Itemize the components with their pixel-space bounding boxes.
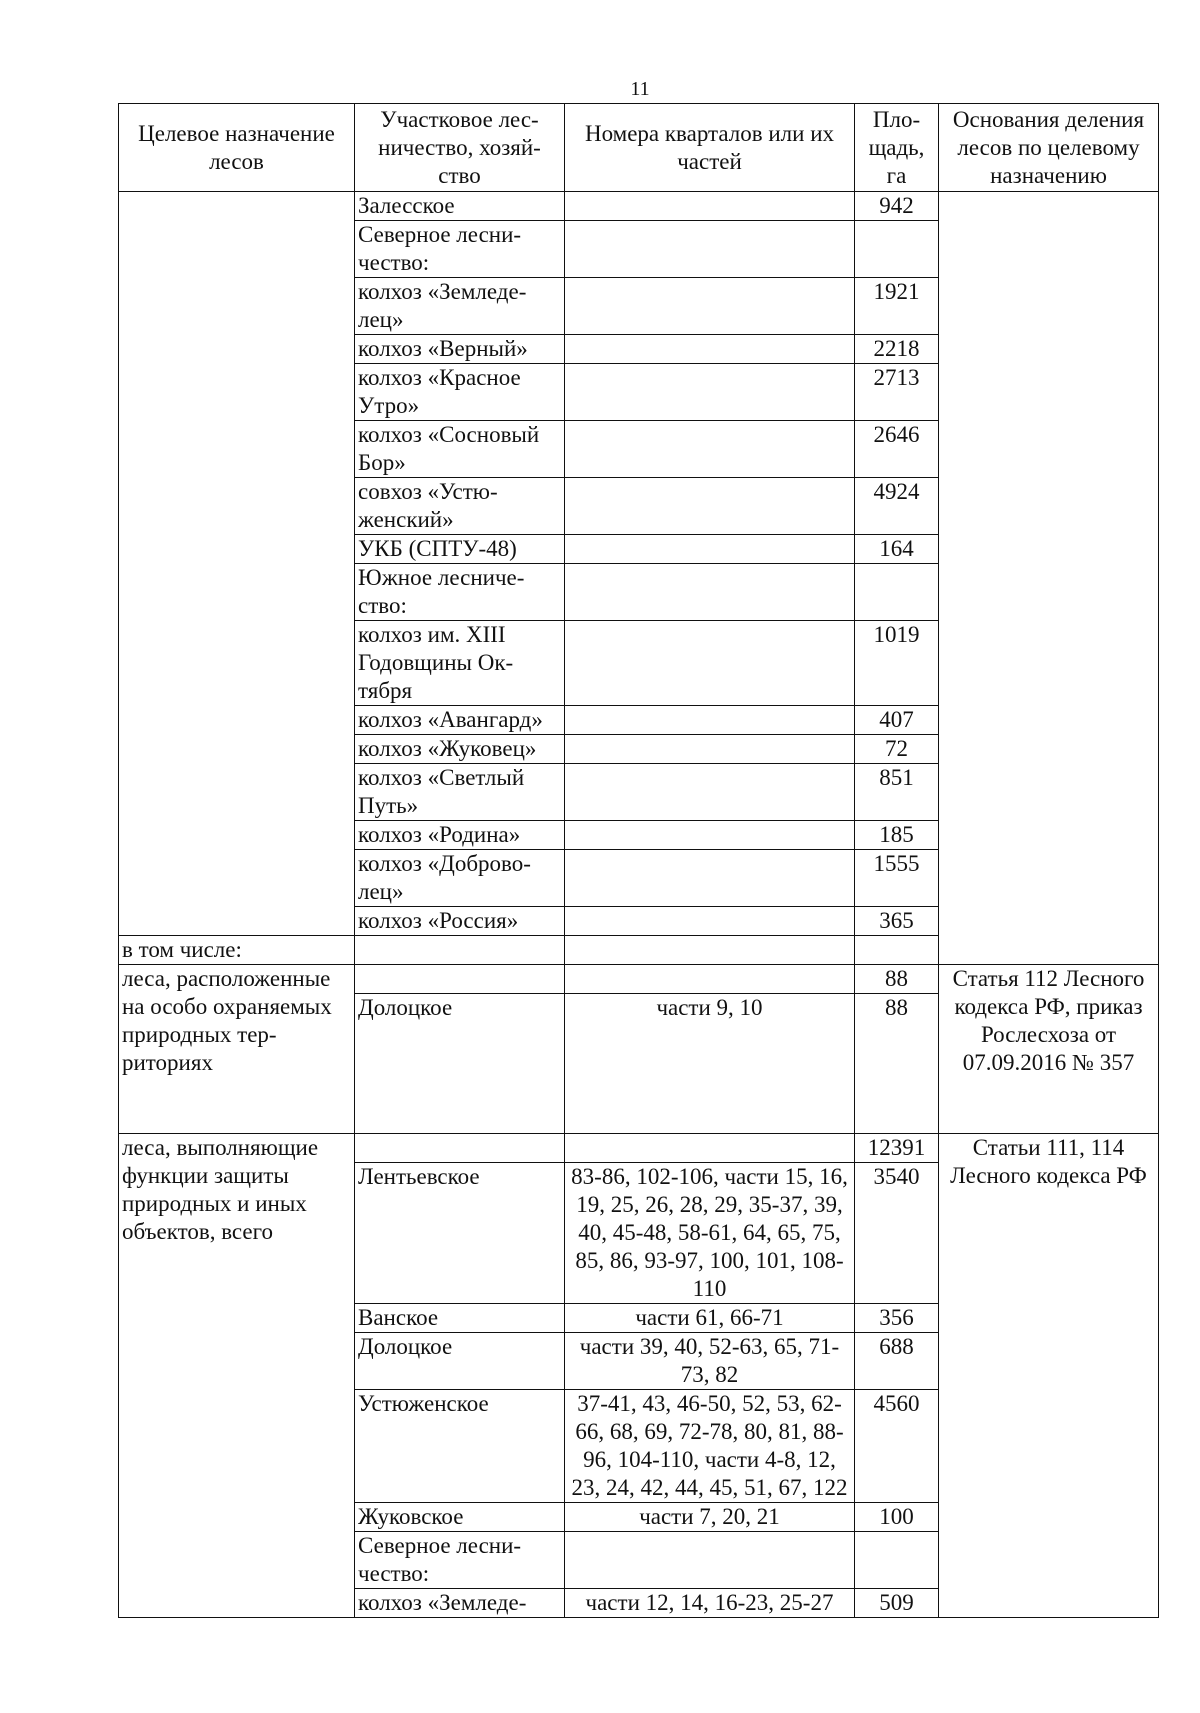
quarters-cell (565, 621, 855, 706)
forestry-cell: колхоз «Жуковец» (355, 735, 565, 764)
forestry-cell (355, 1134, 565, 1163)
forestry-cell: Залесское (355, 192, 565, 221)
forestry-cell: колхоз им. XIII Годовщины Ок-тября (355, 621, 565, 706)
forestry-cell: колхоз «Верный» (355, 335, 565, 364)
area-cell: 2646 (855, 421, 939, 478)
basis-protective-functions: Статьи 111, 114 Лесного кодекса РФ (939, 1134, 1159, 1618)
quarters-cell (565, 364, 855, 421)
quarters-cell (565, 936, 855, 965)
forestry-cell: колхоз «Доброво-лец» (355, 850, 565, 907)
forestry-cell: УКБ (СПТУ-48) (355, 535, 565, 564)
forestry-cell: колхоз «Земледе-лец» (355, 278, 565, 335)
quarters-cell: части 7, 20, 21 (565, 1503, 855, 1532)
area-cell: 72 (855, 735, 939, 764)
purpose-protective-functions: леса, выполняющие функции защиты природных и иных объектов, всего (119, 1134, 355, 1618)
area-cell: 942 (855, 192, 939, 221)
table-row (119, 1134, 1159, 1163)
forestry-cell: колхоз «Авангард» (355, 706, 565, 735)
header-quarters: Номера кварталов или их частей (565, 104, 855, 192)
area-cell: 100 (855, 1503, 939, 1532)
forestry-cell: колхоз «Сосновый Бор» (355, 421, 565, 478)
area-cell: 1921 (855, 278, 939, 335)
area-cell: 12391 (855, 1134, 939, 1163)
forestry-cell: Жуковское (355, 1503, 565, 1532)
forestry-cell: колхоз «Родина» (355, 821, 565, 850)
header-forestry: Участковое лес-ничество, хозяй-ство (355, 104, 565, 192)
quarters-cell (565, 1532, 855, 1589)
forestry-cell: Устюженское (355, 1390, 565, 1503)
quarters-cell (565, 965, 855, 994)
forestry-cell: Долоцкое (355, 1333, 565, 1390)
area-cell: 851 (855, 764, 939, 821)
area-cell: 356 (855, 1304, 939, 1333)
quarters-cell (565, 221, 855, 278)
including-label: в том числе: (119, 936, 355, 965)
forestry-cell: Южное лесниче-ство: (355, 564, 565, 621)
quarters-cell: 83-86, 102-106, части 15, 16, 19, 25, 26, 28, 29, 35-37, 39, 40, 45-48, 58-61, 64, 65, 75, 85, 86, 93-97, 100, 101, 108-110 (565, 1163, 855, 1304)
header-purpose: Целевое назначение лесов (119, 104, 355, 192)
quarters-cell (565, 821, 855, 850)
area-cell: 1555 (855, 850, 939, 907)
forestry-cell: Ванское (355, 1304, 565, 1333)
quarters-cell (565, 535, 855, 564)
quarters-cell (565, 1134, 855, 1163)
quarters-cell (565, 907, 855, 936)
area-cell (855, 936, 939, 965)
area-cell: 509 (855, 1589, 939, 1618)
page-number: 11 (630, 78, 650, 100)
area-cell: 88 (855, 965, 939, 994)
quarters-cell (565, 192, 855, 221)
quarters-cell (565, 850, 855, 907)
area-cell: 2713 (855, 364, 939, 421)
forestry-cell: совхоз «Устю-женский» (355, 478, 565, 535)
quarters-cell: 37-41, 43, 46-50, 52, 53, 62-66, 68, 69, 72-78, 80, 81, 88-96, 104-110, части 4-8, 12, 23, 24, 42, 44, 45, 51, 67, 122 (565, 1390, 855, 1503)
table-row (119, 965, 1159, 994)
area-cell: 2218 (855, 335, 939, 364)
forestry-cell: колхоз «Россия» (355, 907, 565, 936)
area-cell: 4924 (855, 478, 939, 535)
quarters-cell (565, 564, 855, 621)
area-cell: 688 (855, 1333, 939, 1390)
basis-cell-empty (939, 192, 1159, 965)
table-header-row (119, 104, 1159, 192)
quarters-cell (565, 735, 855, 764)
quarters-cell (565, 706, 855, 735)
area-cell: 4560 (855, 1390, 939, 1503)
quarters-cell (565, 335, 855, 364)
purpose-cell-empty (119, 192, 355, 936)
forestry-cell: Долоцкое (355, 994, 565, 1134)
forestry-cell: колхоз «Светлый Путь» (355, 764, 565, 821)
forest-purpose-table (118, 103, 1159, 1618)
quarters-cell (565, 764, 855, 821)
forestry-cell: Северное лесни-чество: (355, 221, 565, 278)
forestry-cell (355, 936, 565, 965)
forestry-cell (355, 965, 565, 994)
table-row (119, 192, 1159, 221)
quarters-cell (565, 278, 855, 335)
quarters-cell: части 61, 66-71 (565, 1304, 855, 1333)
area-cell (855, 1532, 939, 1589)
area-cell: 1019 (855, 621, 939, 706)
forestry-cell: Лентьевское (355, 1163, 565, 1304)
purpose-protected-territories: леса, расположенные на особо охраняемых природных тер-риториях (119, 965, 355, 1134)
area-cell (855, 564, 939, 621)
basis-protected-territories: Статья 112 Лесного кодекса РФ, приказ Рослесхоза от 07.09.2016 № 357 (939, 965, 1159, 1134)
area-cell: 365 (855, 907, 939, 936)
area-cell: 164 (855, 535, 939, 564)
area-cell: 88 (855, 994, 939, 1134)
header-basis: Основания деления лесов по целевому назначению (939, 104, 1159, 192)
forestry-cell: колхоз «Красное Утро» (355, 364, 565, 421)
area-cell: 3540 (855, 1163, 939, 1304)
area-cell: 407 (855, 706, 939, 735)
area-cell (855, 221, 939, 278)
quarters-cell (565, 421, 855, 478)
quarters-cell: части 9, 10 (565, 994, 855, 1134)
area-cell: 185 (855, 821, 939, 850)
quarters-cell: части 39, 40, 52-63, 65, 71-73, 82 (565, 1333, 855, 1390)
forestry-cell: колхоз «Земледе- (355, 1589, 565, 1618)
quarters-cell: части 12, 14, 16-23, 25-27 (565, 1589, 855, 1618)
forestry-cell: Северное лесни-чество: (355, 1532, 565, 1589)
quarters-cell (565, 478, 855, 535)
header-area: Пло-щадь, га (855, 104, 939, 192)
